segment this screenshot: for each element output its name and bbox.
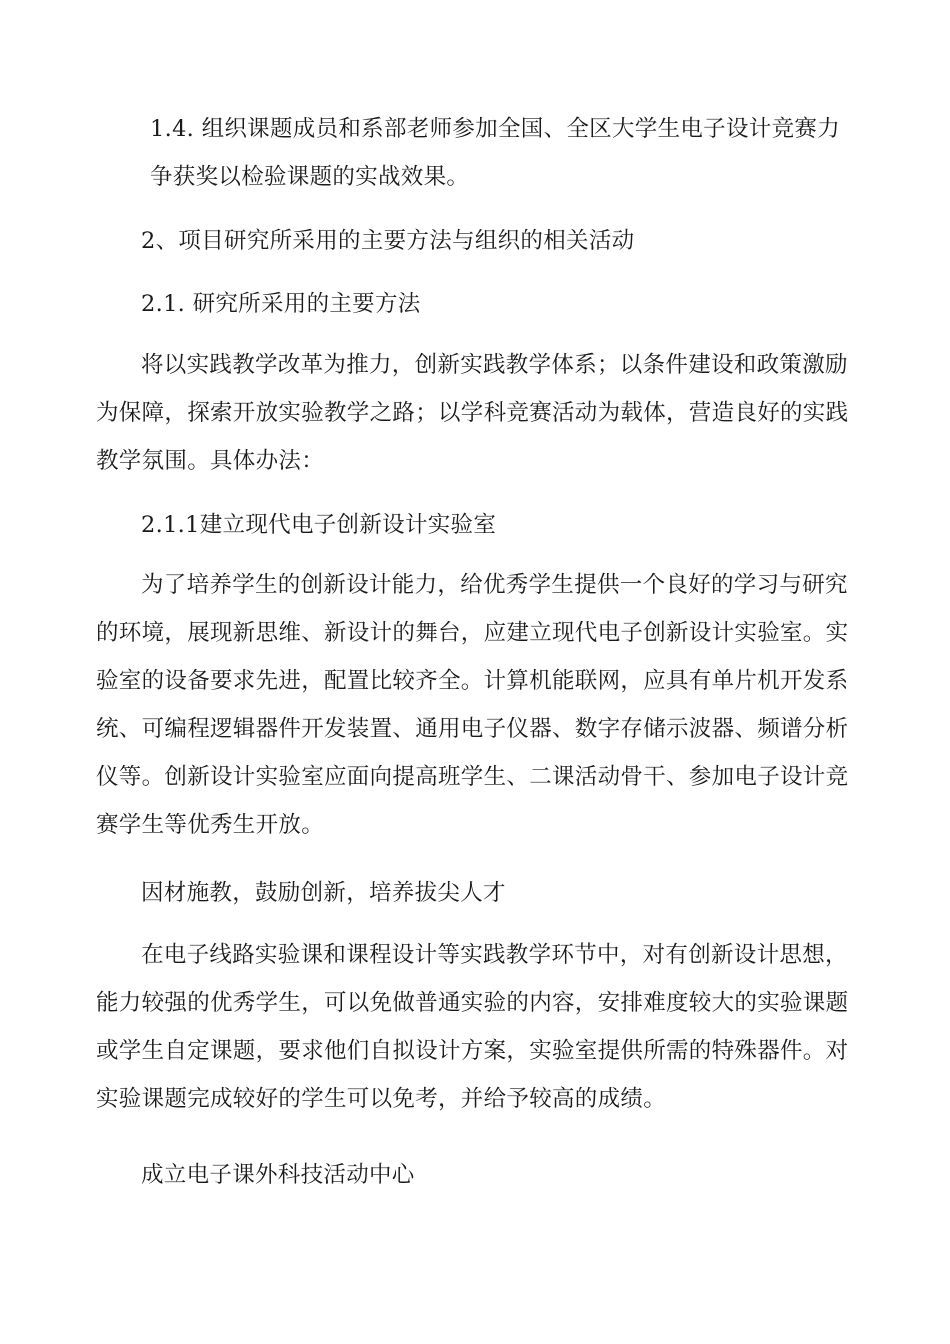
section-heading-2-1-1 xyxy=(96,501,848,549)
text-line: 统、可编程逻辑器件开发装置、通用电子仪器、数字存储示波器、频谱分析 xyxy=(96,716,849,742)
text-line: 验室的设备要求先进，配置比较齐全。计算机能联网，应具有单片机开发系 xyxy=(96,668,849,694)
text-line: 教学氛围。具体办法： xyxy=(96,448,325,474)
text-line: 的环境，展现新思维、新设计的舞台，应建立现代电子创新设计实验室。实 xyxy=(96,620,849,646)
text-line: 实验课题完成较好的学生可以免考，并给予较高的成绩。 xyxy=(96,1086,667,1112)
section-heading-2 xyxy=(96,217,848,265)
section-heading-teaching-text: 因材施教，鼓励创新，培养拔尖人才 xyxy=(141,880,506,906)
section-heading-2-1 xyxy=(96,280,848,328)
text-line: 在电子线路实验课和课程设计等实践教学环节中，对有创新设计思想， xyxy=(141,942,848,968)
text-line: 为了培养学生的创新设计能力，给优秀学生提供一个良好的学习与研究 xyxy=(141,572,848,598)
text-line: 仪等。创新设计实验室应面向提高班学生、二课活动骨干、参加电子设计竞 xyxy=(96,764,849,790)
text-line: 能力较强的优秀学生，可以免做普通实验的内容，安排难度较大的实验课题 xyxy=(96,990,849,1016)
text-line: 或学生自定课题，要求他们自拟设计方案，实验室提供所需的特殊器件。对 xyxy=(96,1038,849,1064)
list-item-1-4 xyxy=(96,105,848,201)
section-heading-2-1-text: 2.1. 研究所采用的主要方法 xyxy=(141,291,421,317)
text-line: 1.4. 组织课题成员和系部老师参加全国、全区大学生电子设计竞赛力 xyxy=(150,116,840,142)
section-heading-activity-center xyxy=(96,1151,848,1199)
section-heading-teaching xyxy=(96,869,848,917)
section-heading-2-1-1-text: 2.1.1建立现代电子创新设计实验室 xyxy=(141,512,497,538)
text-line: 赛学生等优秀生开放。 xyxy=(96,812,325,838)
paragraph-methods xyxy=(96,341,848,485)
text-line: 为保障，探索开放实验教学之路；以学科竞赛活动为载体，营造良好的实践 xyxy=(96,400,849,426)
section-heading-2-text: 2、项目研究所采用的主要方法与组织的相关活动 xyxy=(141,228,635,254)
paragraph-teaching xyxy=(96,931,848,1123)
section-heading-activity-center-text: 成立电子课外科技活动中心 xyxy=(141,1162,415,1188)
paragraph-lab xyxy=(96,561,848,849)
text-line: 争获奖以检验课题的实战效果。 xyxy=(150,164,470,190)
text-line: 将以实践教学改革为推力，创新实践教学体系；以条件建设和政策激励 xyxy=(141,352,848,378)
